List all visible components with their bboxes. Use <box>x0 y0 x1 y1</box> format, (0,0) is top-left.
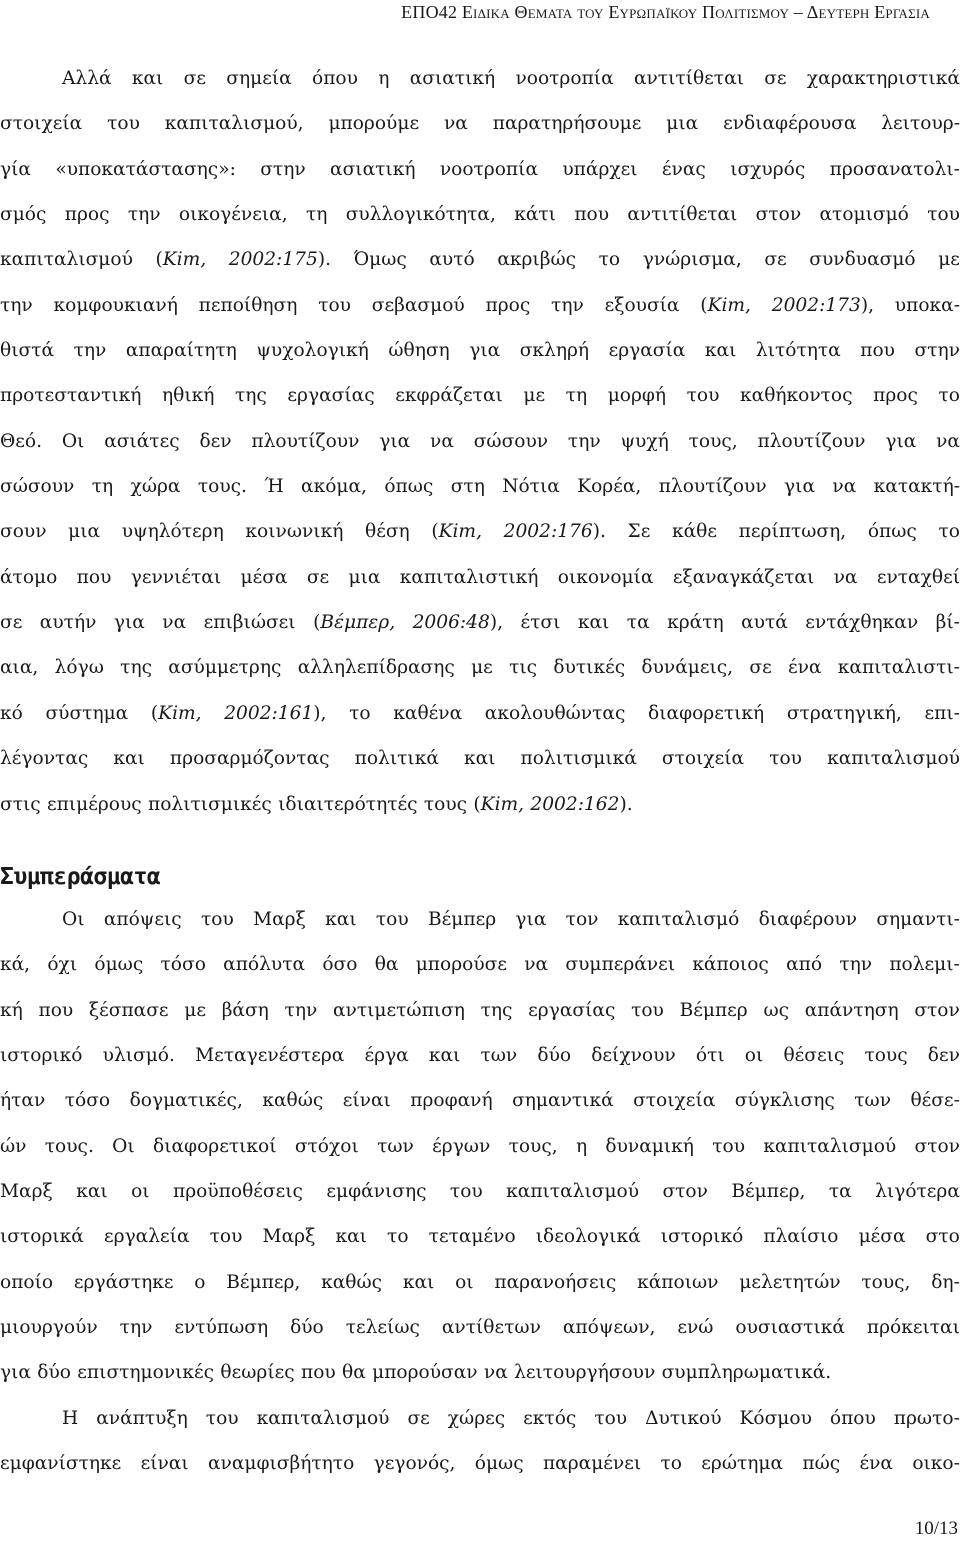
text-line: Η ανάπτυξη του καπιταλισμού σε χώρες εκτός του Δυτικού Κόσμου όπου πρωτο- <box>62 1407 960 1429</box>
text-line: Οι απόψεις του Μαρξ και του Βέμπερ για τον καπιταλισμό διαφέρουν σημαντι- <box>62 908 960 930</box>
text-line: οποίο εργάστηκε ο Βέμπερ, καθώς και οι παρανοήσεις κάποιων μελετητών τους, δη- <box>0 1271 960 1293</box>
text-line: κά, όχι όμως τόσο απόλυτα όσο θα μπορούσε να συμπεράνει κάποιος από την πολεμι- <box>0 954 960 976</box>
text-line: την κομφουκιανή πεποίθηση του σεβασμού προς την εξουσία (Kim, 2002:173), υποκα- <box>0 294 960 316</box>
text-line: στοιχεία του καπιταλισμού, μπορούμε να παρατηρήσουμε μια ενδιαφέρουσα λειτουρ- <box>0 113 960 135</box>
text-line: γία «υποκατάστασης»: στην ασιατική νοοτροπία υπάρχει ένας ισχυρός προσανατολι- <box>0 158 960 180</box>
text-line: ιστορικά εργαλεία του Μαρξ και το τεταμένο ιδεολογικά ιστορικό πλαίσιο μέσα στο <box>0 1226 960 1248</box>
text-line: Μαρξ και οι προϋποθέσεις εμφάνισης του καπιταλισμού στον Βέμπερ, τα λιγότερα <box>0 1180 960 1202</box>
document-body <box>0 56 960 1486</box>
text-line: σουν μια υψηλότερη κοινωνική θέση (Kim, 2002:176). Σε κάθε περίπτωση, όπως το <box>0 521 960 543</box>
text-line: σμός προς την οικογένεια, τη συλλογικότητα, κάτι που αντιτίθεται στον ατομισμό του <box>0 204 960 226</box>
text-line: κό σύστημα (Kim, 2002:161), το καθένα ακολουθώντας διαφορετική στρατηγική, επι- <box>0 702 960 724</box>
text-line: αια, λόγω της ασύμμετρης αλληλεπίδρασης με τις δυτικές δυνάμεις, σε ένα καπιταλιστι- <box>0 657 960 679</box>
text-line: προτεσταντική ηθική της εργασίας εκφράζεται με τη μορφή του καθήκοντος προς το <box>0 385 960 407</box>
text-line: ήταν τόσο δογματικές, καθώς είναι προφανή σημαντικά στοιχεία σύγκλισης των θέσε- <box>0 1090 960 1112</box>
paragraph-3 <box>0 1396 960 1487</box>
paragraph-2 <box>0 897 960 1396</box>
text-line: εμφανίστηκε είναι αναμφισβήτητο γεγονός, όμως παραμένει το ερώτημα πώς ένα οικο- <box>0 1452 960 1474</box>
text-line: σε αυτήν για να επιβιώσει (Βέμπερ, 2006:48), έτσι και τα κράτη αυτά εντάχθηκαν βί- <box>0 612 960 634</box>
text-line: ών τους. Οι διαφορετικοί στόχοι των έργων τους, η δυναμική του καπιταλισμού στον <box>0 1135 960 1157</box>
running-header: ΕΠΟ42 Ειδικα Θεματα του Ευρωπαϊκου Πολιτισμου – Δευτερη Εργασια <box>401 2 930 22</box>
text-line: στις επιμέρους πολιτισμικές ιδιαιτερότητές τους (Kim, 2002:162). <box>0 793 633 815</box>
section-heading: Συμπεράσματα <box>0 863 161 890</box>
text-line: καπιταλισμού (Kim, 2002:175). Όμως αυτό ακριβώς το γνώρισμα, σε συνδυασμό με <box>0 249 960 271</box>
text-line: άτομο που γεννιέται μέσα σε μια καπιταλιστική οικονομία εξαναγκάζεται να ενταχθεί <box>0 566 960 588</box>
text-line: Αλλά και σε σημεία όπου η ασιατική νοοτροπία αντιτίθεται σε χαρακτηριστικά <box>62 68 960 89</box>
text-line: Θεό. Οι ασιάτες δεν πλουτίζουν για να σώσουν την ψυχή τους, πλουτίζουν για να <box>0 430 960 452</box>
text-line: θιστά την απαραίτητη ψυχολογική ώθηση για σκληρή εργασία και λιτότητα που στην <box>0 340 960 362</box>
text-line: μιουργούν την εντύπωση δύο τελείως αντίθετων απόψεων, ενώ ουσιαστικά πρόκειται <box>0 1316 960 1338</box>
page-number: 10/13 <box>914 1518 958 1539</box>
paragraph-1 <box>0 56 960 827</box>
text-line: λέγοντας και προσαρμόζοντας πολιτικά και πολιτισμικά στοιχεία του καπιταλισμού <box>0 748 960 770</box>
text-line: κή που ξέσπασε με βάση την αντιμετώπιση της εργασίας του Βέμπερ ως απάντηση στον <box>0 999 960 1021</box>
text-line: σώσουν τη χώρα τους. Ή ακόμα, όπως στη Νότια Κορέα, πλουτίζουν για να κατακτή- <box>0 476 960 498</box>
text-line: ιστορικό υλισμό. Μεταγενέστερα έργα και των δύο δείχνουν ότι οι θέσεις τους δεν <box>0 1044 960 1066</box>
text-line: για δύο επιστημονικές θεωρίες που θα μπορούσαν να λειτουργήσουν συμπληρωματικά. <box>0 1362 832 1384</box>
